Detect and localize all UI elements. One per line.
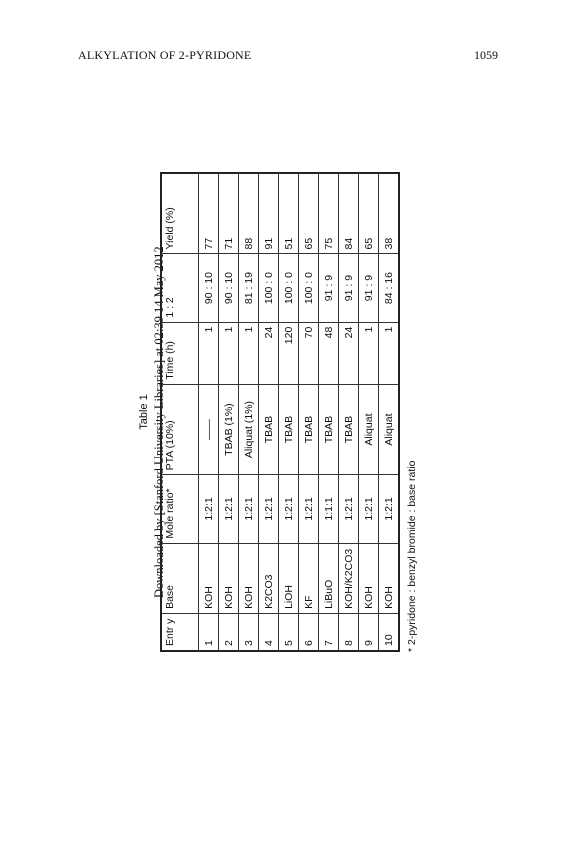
page-number: 1059 (474, 48, 498, 62)
results-table (160, 172, 400, 652)
cell-entry: 8 (339, 613, 359, 651)
cell-entry: 5 (279, 613, 299, 651)
cell-entry: 7 (319, 613, 339, 651)
table-row (359, 173, 379, 651)
table-caption: Table 1 (138, 394, 150, 430)
cell-base: LiBuO (319, 543, 339, 613)
cell-time: 24 (339, 322, 359, 384)
table-row (379, 173, 400, 651)
cell-pta: TBAB (259, 384, 279, 475)
cell-base: LiOH (279, 543, 299, 613)
cell-yield: 65 (299, 173, 319, 254)
cell-mole-ratio: 1:2:1 (299, 475, 319, 543)
table-row (259, 173, 279, 651)
cell-mole-ratio: 1:2:1 (199, 475, 219, 543)
column-header-pta: PTA (10%) (161, 384, 199, 475)
cell-ratio: 100 : 0 (279, 254, 299, 322)
cell-mole-ratio: 1:2:1 (379, 475, 400, 543)
cell-time: 24 (259, 322, 279, 384)
cell-yield: 88 (239, 173, 259, 254)
table-footnote: * 2-pyridone : benzyl bromide : base ratio (406, 460, 418, 652)
cell-pta: TBAB (1%) (219, 384, 239, 475)
cell-ratio: 91 : 9 (359, 254, 379, 322)
cell-yield: 71 (219, 173, 239, 254)
cell-yield: 91 (259, 173, 279, 254)
cell-base: KOH (359, 543, 379, 613)
cell-time: 1 (239, 322, 259, 384)
column-header-mole-ratio: Mole ratio* (161, 475, 199, 543)
table-header-row (161, 173, 199, 651)
cell-ratio: 100 : 0 (299, 254, 319, 322)
cell-time: 1 (199, 322, 219, 384)
cell-base: KOH/K2CO3 (339, 543, 359, 613)
cell-entry: 2 (219, 613, 239, 651)
cell-entry: 4 (259, 613, 279, 651)
column-header-base: Base (161, 543, 199, 613)
table-row (199, 173, 219, 651)
cell-pta: Aliquat (379, 384, 400, 475)
cell-pta: TBAB (339, 384, 359, 475)
cell-yield: 38 (379, 173, 400, 254)
cell-pta: Aliquat (359, 384, 379, 475)
cell-mole-ratio: 1:2:1 (239, 475, 259, 543)
cell-yield: 51 (279, 173, 299, 254)
cell-base: KOH (239, 543, 259, 613)
cell-pta: —— (199, 384, 219, 475)
cell-ratio: 90 : 10 (199, 254, 219, 322)
table-row (279, 173, 299, 651)
cell-pta: Aliquat (1%) (239, 384, 259, 475)
cell-mole-ratio: 1:1:1 (319, 475, 339, 543)
cell-ratio: 81 : 19 (239, 254, 259, 322)
cell-ratio: 90 : 10 (219, 254, 239, 322)
cell-time: 48 (319, 322, 339, 384)
download-notice: Downloaded by [Stanford University Libraries] at 02:39 14 May 2012 (152, 246, 166, 598)
cell-time: 1 (359, 322, 379, 384)
cell-mole-ratio: 1:2:1 (339, 475, 359, 543)
column-header-time: Time (h) (161, 322, 199, 384)
cell-entry: 9 (359, 613, 379, 651)
cell-base: KOH (379, 543, 400, 613)
cell-base: K2CO3 (259, 543, 279, 613)
cell-entry: 3 (239, 613, 259, 651)
cell-base: KOH (199, 543, 219, 613)
table-row (339, 173, 359, 651)
cell-yield: 75 (319, 173, 339, 254)
cell-pta: TBAB (299, 384, 319, 475)
cell-entry: 10 (379, 613, 400, 651)
cell-yield: 84 (339, 173, 359, 254)
cell-entry: 6 (299, 613, 319, 651)
cell-mole-ratio: 1:2:1 (259, 475, 279, 543)
cell-yield: 77 (199, 173, 219, 254)
cell-base: KF (299, 543, 319, 613)
cell-mole-ratio: 1:2:1 (279, 475, 299, 543)
cell-pta: TBAB (279, 384, 299, 475)
cell-ratio: 91 : 9 (319, 254, 339, 322)
cell-mole-ratio: 1:2:1 (359, 475, 379, 543)
cell-base: KOH (219, 543, 239, 613)
cell-time: 1 (219, 322, 239, 384)
table-row (239, 173, 259, 651)
cell-ratio: 100 : 0 (259, 254, 279, 322)
column-header-yield: Yield (%) (161, 173, 199, 254)
rotated-table-block (138, 172, 438, 652)
column-header-ratio: 1 : 2 (161, 254, 199, 322)
cell-time: 1 (379, 322, 400, 384)
cell-ratio: 91 : 9 (339, 254, 359, 322)
table-body (199, 173, 400, 651)
cell-pta: TBAB (319, 384, 339, 475)
cell-ratio: 84 : 16 (379, 254, 400, 322)
table-row (219, 173, 239, 651)
table-row (299, 173, 319, 651)
table-row (319, 173, 339, 651)
cell-yield: 65 (359, 173, 379, 254)
cell-time: 120 (279, 322, 299, 384)
cell-entry: 1 (199, 613, 219, 651)
cell-time: 70 (299, 322, 319, 384)
column-header-entry: Entr y (161, 613, 199, 651)
running-title: ALKYLATION OF 2-PYRIDONE (78, 48, 252, 62)
cell-mole-ratio: 1:2:1 (219, 475, 239, 543)
